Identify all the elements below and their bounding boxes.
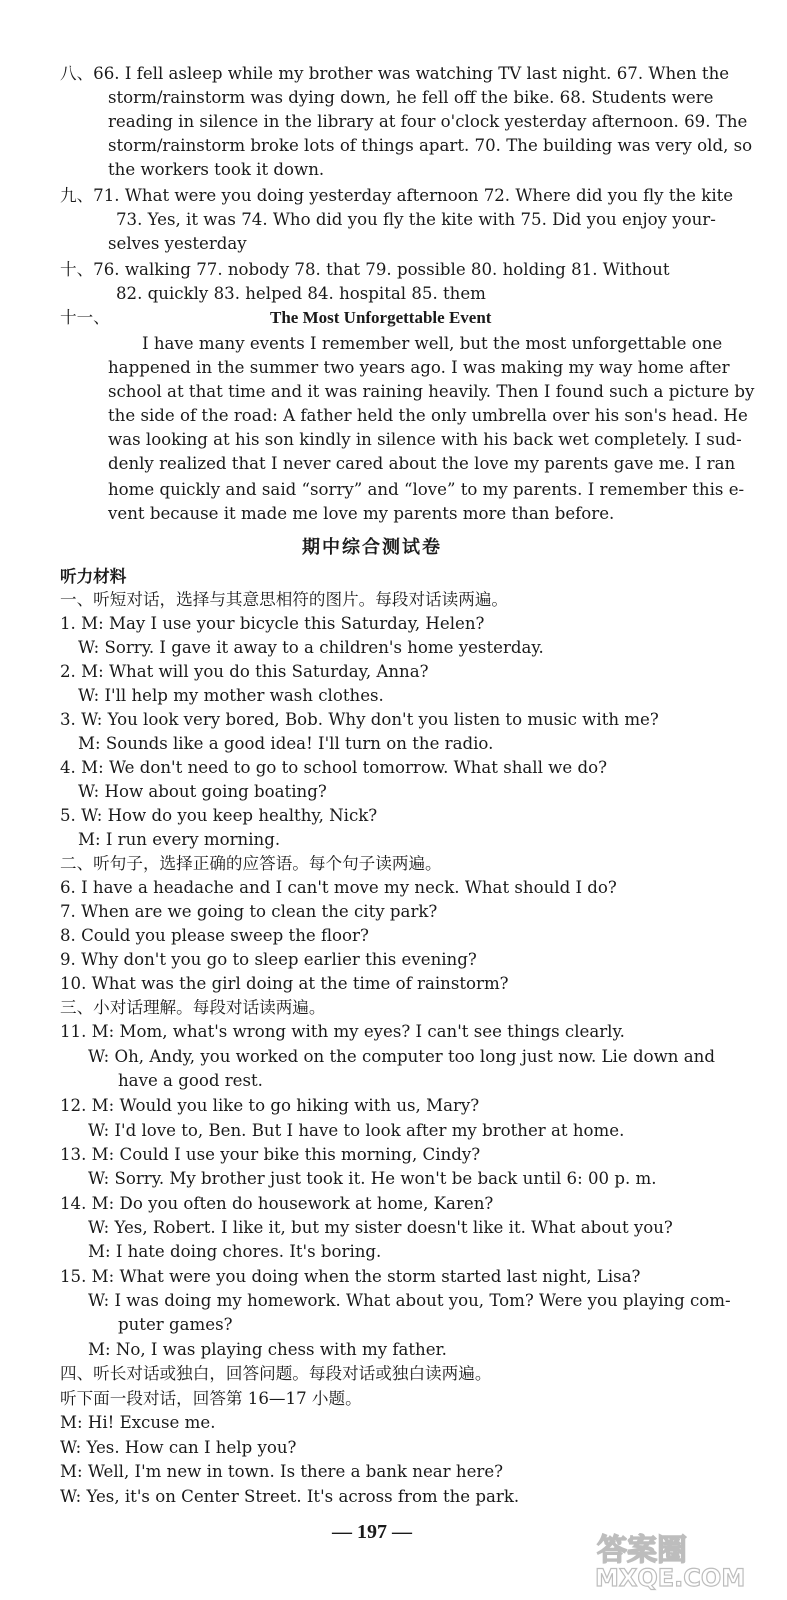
page-number: — 197 — xyxy=(332,1521,412,1543)
midterm-title: 期中综合测试卷 xyxy=(302,537,442,558)
section9-line-3: selves yesterday xyxy=(108,234,247,253)
dialogue-line: 11. M: Mom, what's wrong with my eyes? I can't see things clearly. xyxy=(60,1022,625,1041)
section10-line-2: 82. quickly 83. helped 84. hospital 85. them xyxy=(116,284,486,303)
essay-line: school at that time and it was raining heavily. Then I found such a picture by xyxy=(108,382,755,401)
essay-line: happened in the summer two years ago. I was making my way home after xyxy=(108,358,730,377)
dialogue-line: M: Hi! Excuse me. xyxy=(60,1413,216,1432)
section8-line-3: reading in silence in the library at four o'clock yesterday afternoon. 69. The xyxy=(108,112,748,131)
dialogue-line: M: I hate doing chores. It's boring. xyxy=(88,1242,382,1261)
section8-line-1: 八、66. I fell asleep while my brother was watching TV last night. 67. When the xyxy=(60,64,730,83)
sentence-line: 9. Why don't you go to sleep earlier this evening? xyxy=(60,950,477,969)
part4-instruction: 四、听长对话或独白，回答问题。每段对话或独白读两遍。 xyxy=(60,1364,492,1383)
dialogue-line: 2. M: What will you do this Saturday, Anna? xyxy=(60,662,429,681)
dialogue-line: have a good rest. xyxy=(118,1071,263,1090)
svg-text:MXQE.COM: MXQE.COM xyxy=(595,1564,746,1592)
essay-line: denly realized that I never cared about the love my parents gave me. I ran xyxy=(108,454,736,473)
dialogue-line: W: Yes, it's on Center Street. It's across from the park. xyxy=(60,1487,520,1506)
dialogue-line: 5. W: How do you keep healthy, Nick? xyxy=(60,806,378,825)
part3-instruction: 三、小对话理解。每段对话读两遍。 xyxy=(60,998,326,1017)
dialogue-line: W: How about going boating? xyxy=(78,782,327,801)
dialogue-line: M: No, I was playing chess with my father. xyxy=(88,1340,447,1359)
section9-line-1: 九、71. What were you doing yesterday afternoon 72. Where did you fly the kite xyxy=(60,186,734,205)
essay-line: home quickly and said “sorry” and “love” to my parents. I remember this e- xyxy=(108,480,745,499)
dialogue-line: W: I was doing my homework. What about you, Tom? Were you playing com- xyxy=(88,1291,731,1310)
dialogue-line: 3. W: You look very bored, Bob. Why don't you listen to music with me? xyxy=(60,710,659,729)
dialogue-line: 14. M: Do you often do housework at home, Karen? xyxy=(60,1194,494,1213)
section8-line-2: storm/rainstorm was dying down, he fell off the bike. 68. Students were xyxy=(108,88,714,107)
essay-line: was looking at his son kindly in silence with his back wet completely. I sud- xyxy=(108,430,742,449)
dialogue-line: 12. M: Would you like to go hiking with us, Mary? xyxy=(60,1096,480,1115)
dialogue-line: 15. M: What were you doing when the storm started last night, Lisa? xyxy=(60,1267,641,1286)
dialogue-line: M: I run every morning. xyxy=(78,830,281,849)
part4-subinstruction: 听下面一段对话，回答第 16—17 小题。 xyxy=(60,1389,362,1408)
sentence-line: 8. Could you please sweep the floor? xyxy=(60,926,369,945)
section10-line-1: 十、76. walking 77. nobody 78. that 79. possible 80. holding 81. Without xyxy=(60,260,670,279)
sentence-line: 6. I have a headache and I can't move my neck. What should I do? xyxy=(60,878,617,897)
sentence-line: 7. When are we going to clean the city park? xyxy=(60,902,438,921)
dialogue-line: 4. M: We don't need to go to school tomorrow. What shall we do? xyxy=(60,758,607,777)
section8-line-4: storm/rainstorm broke lots of things apart. 70. The building was very old, so xyxy=(108,136,753,155)
essay-line: vent because it made me love my parents more than before. xyxy=(108,504,615,523)
dialogue-line: W: Yes. How can I help you? xyxy=(60,1438,297,1457)
essay-line: I have many events I remember well, but the most unforgettable one xyxy=(142,334,723,353)
essay-line: the side of the road: A father held the only umbrella over his son's head. He xyxy=(108,406,748,425)
dialogue-line: W: Yes, Robert. I like it, but my sister doesn't like it. What about you? xyxy=(88,1218,673,1237)
part2-instruction: 二、听句子，选择正确的应答语。每个句子读两遍。 xyxy=(60,854,442,873)
dialogue-line: W: Sorry. My brother just took it. He won't be back until 6: 00 p. m. xyxy=(88,1169,657,1188)
dialogue-line: M: Well, I'm new in town. Is there a bank near here? xyxy=(60,1462,504,1481)
essay-title: The Most Unforgettable Event xyxy=(270,308,492,327)
section11-label: 十一、 xyxy=(60,308,110,327)
watermark-logo xyxy=(577,1522,777,1592)
part1-instruction: 一、听短对话，选择与其意思相符的图片。每段对话读两遍。 xyxy=(60,590,509,609)
section9-line-2: 73. Yes, it was 74. Who did you fly the kite with 75. Did you enjoy your- xyxy=(116,210,716,229)
dialogue-line: puter games? xyxy=(118,1315,233,1334)
dialogue-line: W: Sorry. I gave it away to a children's home yesterday. xyxy=(78,638,544,657)
listening-heading: 听力材料 xyxy=(60,566,127,586)
dialogue-line: W: Oh, Andy, you worked on the computer too long just now. Lie down and xyxy=(88,1047,715,1066)
dialogue-line: 13. M: Could I use your bike this morning, Cindy? xyxy=(60,1145,481,1164)
svg-text:答案圈: 答案圈 xyxy=(597,1533,687,1568)
dialogue-line: W: I'll help my mother wash clothes. xyxy=(78,686,384,705)
dialogue-line: M: Sounds like a good idea! I'll turn on the radio. xyxy=(78,734,494,753)
dialogue-line: 1. M: May I use your bicycle this Saturday, Helen? xyxy=(60,614,485,633)
dialogue-line: W: I'd love to, Ben. But I have to look after my brother at home. xyxy=(88,1121,625,1140)
section8-line-5: the workers took it down. xyxy=(108,160,325,179)
sentence-line: 10. What was the girl doing at the time of rainstorm? xyxy=(60,974,509,993)
